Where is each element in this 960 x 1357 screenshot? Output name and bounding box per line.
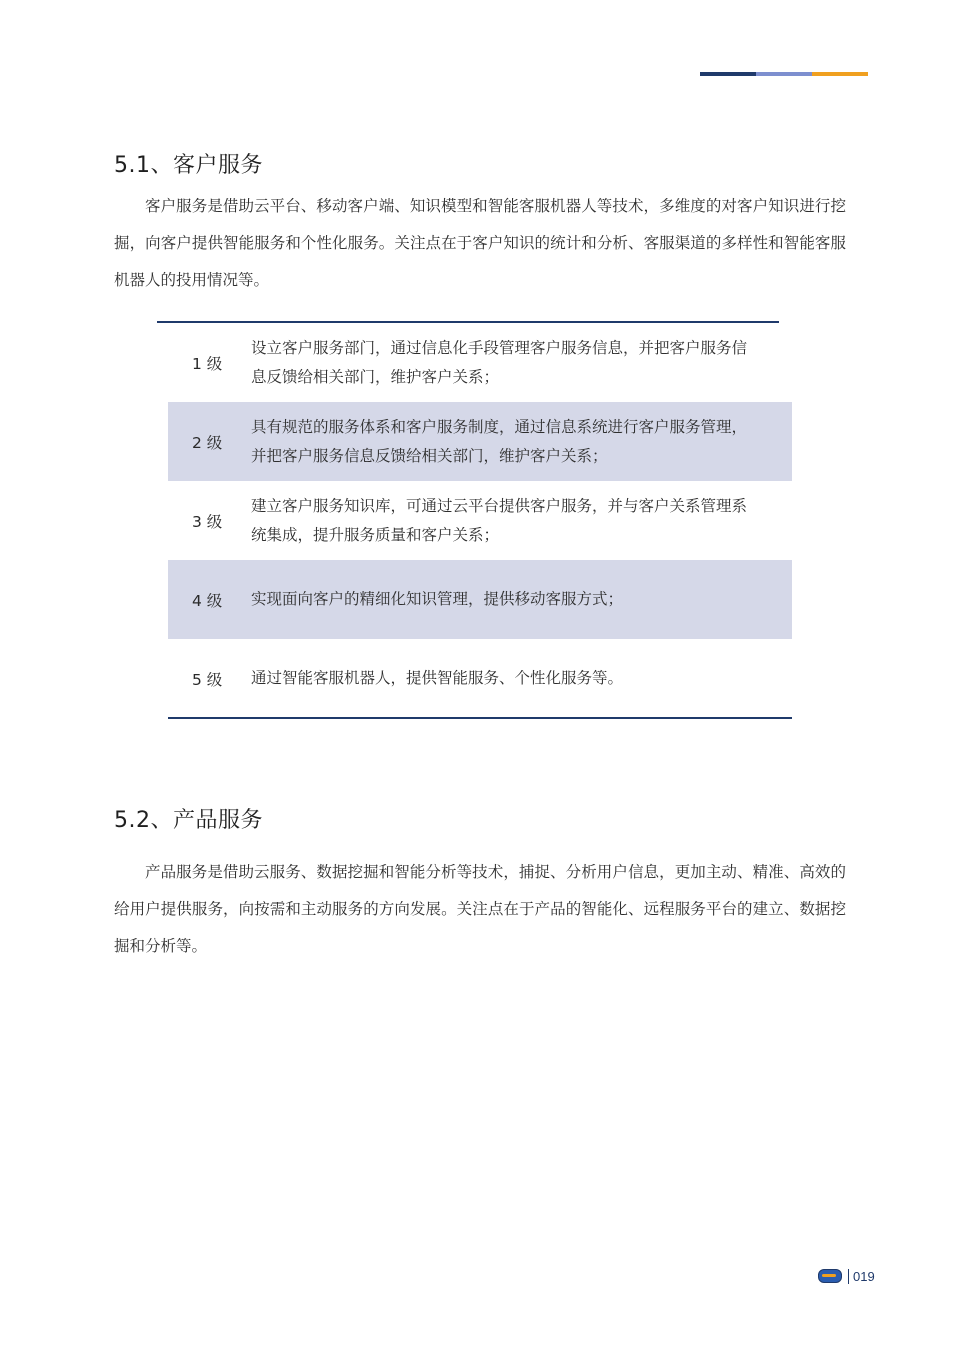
header-accent-bar bbox=[700, 72, 868, 76]
footer-divider bbox=[848, 1269, 849, 1284]
table-row bbox=[168, 323, 792, 402]
level-label: 1 级 bbox=[192, 354, 223, 373]
level-description: 通过智能客服机器人，提供智能服务、个性化服务等。 bbox=[251, 669, 624, 687]
table-row bbox=[168, 560, 792, 639]
section-paragraph-product-service: 产品服务是借助云服务、数据挖掘和智能分析等技术，捕捉、分析用户信息，更加主动、精准、高效的给用户提供服务，向按需和主动服务的方向发展。关注点在于产品的智能化、远程服务平台的建立、数据挖掘和分析等。 bbox=[114, 863, 846, 955]
page-number: 019 bbox=[853, 1268, 875, 1284]
accent-segment-lavender bbox=[756, 72, 812, 76]
table-row bbox=[168, 402, 792, 481]
level-label: 3 级 bbox=[192, 512, 223, 531]
level-description: 实现面向客户的精细化知识管理，提供移动客服方式； bbox=[251, 590, 624, 608]
table-row bbox=[168, 639, 792, 718]
accent-segment-navy bbox=[700, 72, 756, 76]
section-heading-customer-service: 5.1、客户服务 bbox=[114, 153, 263, 178]
section-heading-product-service: 5.2、产品服务 bbox=[114, 808, 263, 833]
level-label: 2 级 bbox=[192, 433, 223, 452]
level-description: 建立客户服务知识库，可通过云平台提供客户服务，并与客户关系管理系统集成，提升服务质量和客户关系； bbox=[251, 496, 748, 544]
section-paragraph-customer-service: 客户服务是借助云平台、移动客户端、知识模型和智能客服机器人等技术，多维度的对客户知识进行挖掘，向客户提供智能服务和个性化服务。关注点在于客户知识的统计和分析、客服渠道的多样性和智能客服机器人的投用情况等。 bbox=[114, 197, 846, 289]
level-description: 设立客户服务部门，通过信息化手段管理客户服务信息，并把客户服务信息反馈给相关部门，维护客户关系； bbox=[251, 338, 748, 386]
maturity-level-table bbox=[168, 323, 792, 718]
table-bottom-rule bbox=[168, 717, 792, 719]
level-description: 具有规范的服务体系和客户服务制度，通过信息系统进行客户服务管理，并把客户服务信息反馈给相关部门，维护客户关系； bbox=[251, 417, 748, 465]
accent-segment-orange bbox=[812, 72, 868, 76]
level-label: 4 级 bbox=[192, 591, 223, 610]
cmmm-logo-icon bbox=[818, 1269, 842, 1283]
page-footer bbox=[818, 1267, 875, 1285]
level-label: 5 级 bbox=[192, 670, 223, 689]
table-row bbox=[168, 481, 792, 560]
